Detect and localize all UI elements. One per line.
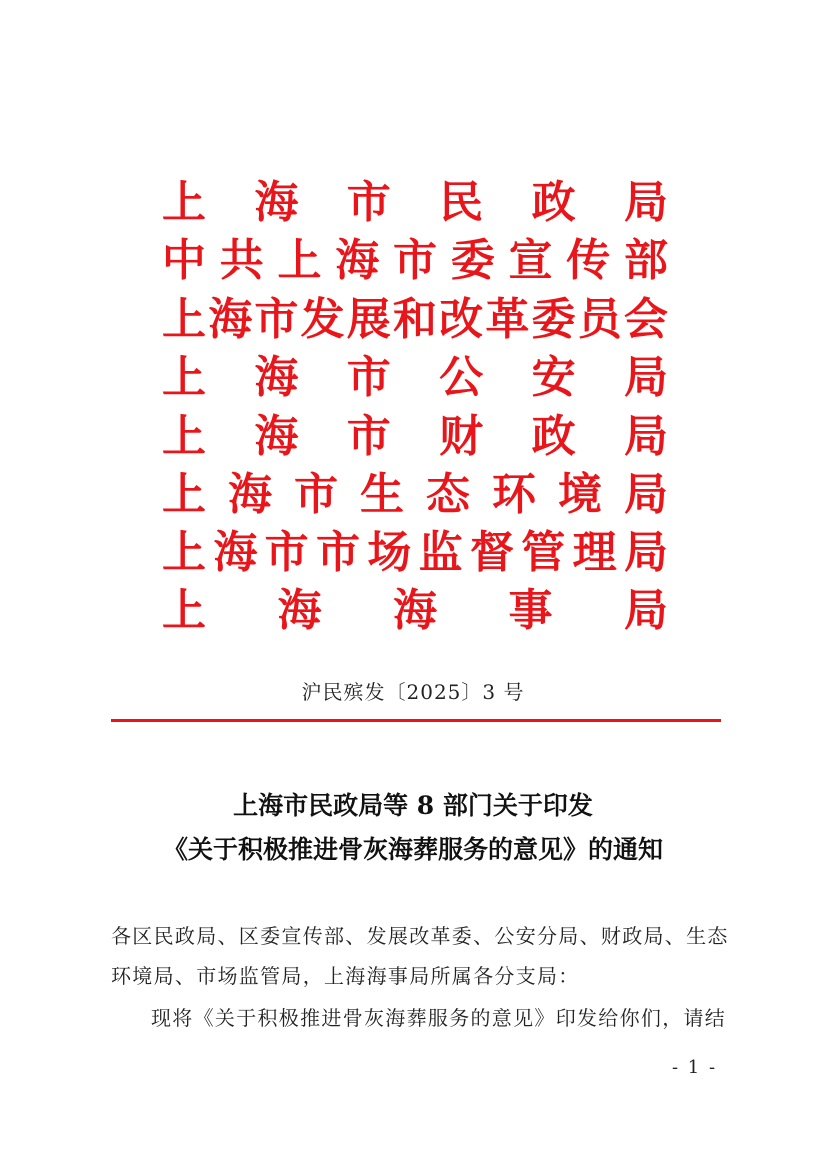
agency-char: 市	[264, 527, 309, 578]
agency-char: 环	[492, 469, 536, 520]
agency-name-market-regulation	[162, 525, 668, 581]
agency-char: 上	[162, 469, 206, 520]
agency-char: 海	[393, 585, 437, 636]
agency-char: 境	[558, 469, 602, 520]
agency-char: 事	[508, 585, 553, 636]
agency-char: 局	[623, 177, 668, 228]
agency-char: 民	[439, 177, 484, 228]
agency-char: 发	[300, 294, 345, 345]
agency-char: 海	[254, 177, 299, 228]
agency-char: 和	[392, 294, 437, 345]
agency-char: 宣	[508, 235, 553, 286]
agency-char: 局	[623, 411, 668, 462]
body-paragraph: 现将《关于积极推进骨灰海葬服务的意见》印发给你们，请结	[151, 1006, 727, 1030]
agency-char: 市	[315, 527, 360, 578]
agency-name-development-reform	[162, 292, 668, 348]
agency-name-public-security	[162, 350, 668, 406]
agency-char: 市	[346, 352, 391, 403]
agency-char: 共	[219, 235, 264, 286]
agency-char: 员	[577, 294, 622, 345]
agency-char: 市	[346, 177, 391, 228]
agency-char: 上	[162, 177, 206, 228]
page-number: - 1 -	[672, 1057, 718, 1078]
agency-char: 督	[469, 527, 514, 578]
agency-char: 生	[360, 469, 404, 520]
agency-char: 海	[208, 294, 253, 345]
agency-char: 市	[393, 235, 437, 286]
agency-char: 海	[277, 585, 322, 636]
agency-char: 革	[485, 294, 530, 345]
agency-char: 海	[228, 469, 272, 520]
agency-name-civil-affairs	[162, 175, 668, 231]
agency-char: 局	[623, 352, 668, 403]
agency-char: 理	[572, 527, 617, 578]
agency-char: 上	[162, 527, 206, 578]
agency-char: 安	[531, 352, 576, 403]
agency-char: 公	[439, 352, 484, 403]
agency-char: 海	[335, 235, 380, 286]
agency-char: 局	[623, 527, 668, 578]
document-number: 沪民殡发〔2025〕3 号	[301, 680, 525, 704]
agency-char: 部	[624, 235, 668, 286]
agency-char: 管	[521, 527, 566, 578]
agency-char: 委	[450, 235, 495, 286]
agency-char: 会	[623, 294, 668, 345]
agency-char: 财	[439, 411, 484, 462]
agency-char: 上	[162, 411, 206, 462]
agency-char: 海	[213, 527, 258, 578]
agency-char: 海	[254, 352, 299, 403]
agency-char: 监	[418, 527, 463, 578]
agency-name-finance	[162, 409, 668, 465]
agency-name-maritime	[162, 583, 668, 639]
agency-char: 传	[566, 235, 611, 286]
agency-char: 态	[426, 469, 470, 520]
agency-char: 局	[624, 469, 668, 520]
agency-char: 中	[162, 235, 206, 286]
agency-char: 市	[346, 411, 391, 462]
document-title-line-1: 上海市民政局等 8 部门关于印发	[233, 791, 593, 820]
agency-char: 市	[254, 294, 299, 345]
agency-char: 局	[624, 585, 668, 636]
agency-char: 海	[254, 411, 299, 462]
agency-name-ecology-environment	[162, 467, 668, 523]
red-divider-line	[111, 719, 721, 722]
recipients-line-1: 各区民政局、区委宣传部、发展改革委、公安分局、财政局、生态	[111, 924, 729, 948]
agency-char: 展	[346, 294, 391, 345]
recipients-line-2: 环境局、市场监管局，上海海事局所属各分支局：	[111, 964, 580, 988]
agency-char: 政	[531, 177, 576, 228]
agency-char: 改	[439, 294, 484, 345]
agency-char: 委	[531, 294, 576, 345]
agency-char: 政	[531, 411, 576, 462]
agency-char: 市	[294, 469, 338, 520]
agency-char: 场	[367, 527, 412, 578]
agency-char: 上	[277, 235, 322, 286]
document-title-line-2: 《关于积极推进骨灰海葬服务的意见》的通知	[162, 835, 663, 864]
agency-char: 上	[162, 352, 206, 403]
agency-char: 上	[162, 294, 206, 345]
agency-name-publicity-dept	[162, 233, 668, 289]
agency-char: 上	[162, 585, 206, 636]
